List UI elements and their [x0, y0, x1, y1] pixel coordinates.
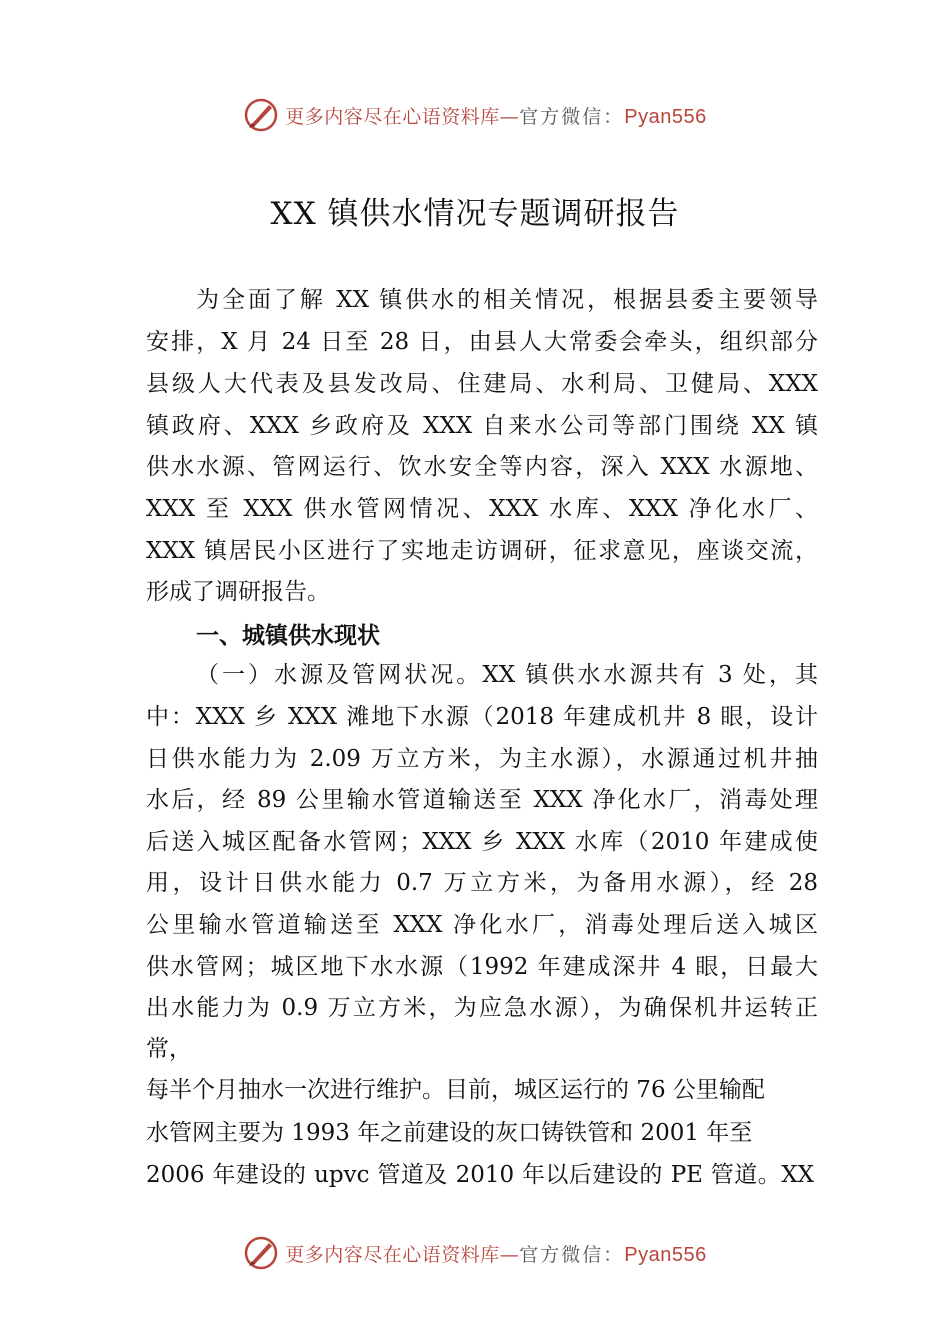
intro-line: 供水水源、管网运行、饮水安全等内容，深入 XXX 水源地、 — [146, 454, 818, 480]
watermark-wechat-id: Pyan556 — [624, 1243, 707, 1266]
watermark-wechat-id: Pyan556 — [624, 105, 707, 128]
section-line: 每半个月抽水一次进行维护。目前，城区运行的 76 公里输配 — [146, 1077, 765, 1103]
watermark-text — [285, 102, 707, 129]
section-line: 供水管网；城区地下水水源（1992 年建成深井 4 眼，日最大 — [146, 954, 818, 980]
watermark-main-text: 更多内容尽在心语资料库 — [285, 105, 500, 128]
watermark-dash: — — [499, 1243, 520, 1266]
intro-line: 形成了调研报告。 — [146, 579, 330, 605]
document-title: XX 镇供水情况专题调研报告 — [270, 196, 680, 232]
section-line: 公里输水管道输送至 XXX 净化水厂，消毒处理后送入城区 — [146, 912, 818, 938]
pen-in-circle-logo-icon — [243, 1235, 279, 1271]
watermark-wechat-label: 官方微信： — [519, 1243, 625, 1266]
section-line: 2006 年建设的 upvc 管道及 2010 年以后建设的 PE 管道。XX — [146, 1162, 814, 1188]
intro-line: 镇政府、XXX 乡政府及 XXX 自来水公司等部门围绕 XX 镇 — [146, 413, 818, 439]
intro-line: 县级人大代表及县发改局、住建局、水利局、卫健局、XXX — [146, 371, 818, 397]
section-line: （一）水源及管网状况。XX 镇供水水源共有 3 处，其 — [196, 662, 818, 688]
watermark-dash: — — [499, 105, 520, 128]
pen-in-circle-logo-icon — [243, 97, 279, 133]
intro-line: 安排，X 月 24 日至 28 日，由县人大常委会牵头，组织部分 — [146, 329, 818, 355]
section-line: 日供水能力为 2.09 万立方米，为主水源），水源通过机井抽 — [146, 746, 818, 772]
watermark-wechat-label: 官方微信： — [519, 105, 625, 128]
section-heading: 一、城镇供水现状 — [196, 623, 380, 649]
intro-line: 为全面了解 XX 镇供水的相关情况，根据县委主要领导 — [196, 287, 818, 313]
watermark-main-text: 更多内容尽在心语资料库 — [285, 1243, 500, 1266]
watermark-banner-top — [0, 95, 950, 135]
intro-line: XXX 至 XXX 供水管网情况、XXX 水库、XXX 净化水厂、 — [146, 496, 818, 522]
section-line: 水管网主要为 1993 年之前建设的灰口铸铁管和 2001 年至 — [146, 1120, 753, 1146]
section-line: 后送入城区配备水管网；XXX 乡 XXX 水库（2010 年建成使 — [146, 829, 818, 855]
watermark-banner-bottom — [0, 1233, 950, 1273]
intro-line: XXX 镇居民小区进行了实地走访调研，征求意见，座谈交流， — [146, 538, 818, 564]
section-line: 常， — [146, 1036, 192, 1062]
section-line: 水后，经 89 公里输水管道输送至 XXX 净化水厂，消毒处理 — [146, 787, 818, 813]
section-line: 中：XXX 乡 XXX 滩地下水源（2018 年建成机井 8 眼，设计 — [146, 704, 818, 730]
section-line: 用，设计日供水能力 0.7 万立方米，为备用水源），经 28 — [146, 870, 818, 896]
section-line: 出水能力为 0.9 万立方米，为应急水源），为确保机井运转正 — [146, 995, 818, 1021]
watermark-text — [285, 1240, 707, 1267]
